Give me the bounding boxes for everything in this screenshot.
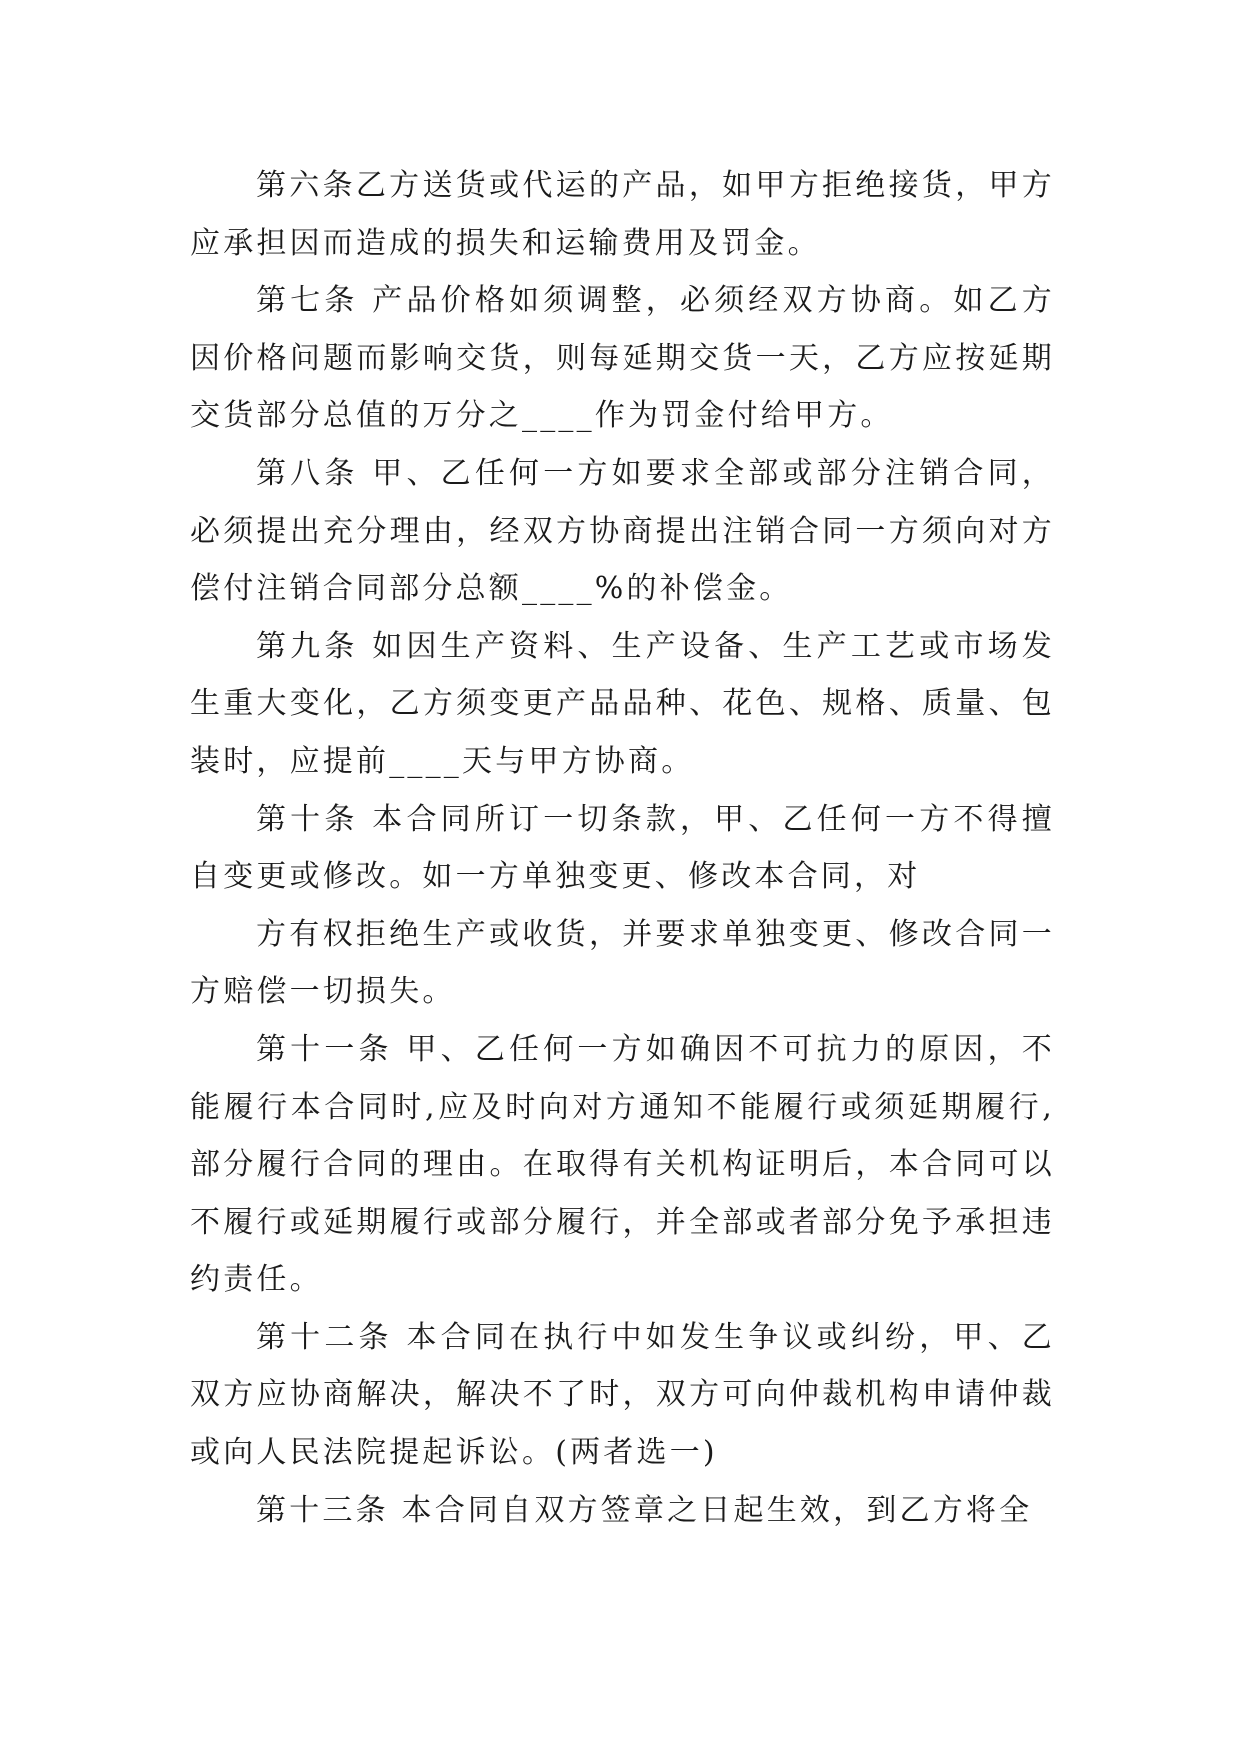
article-9-paragraph: 第九条 如因生产资料、生产设备、生产工艺或市场发生重大变化，乙方须变更产品品种、花色、规格、质量、包装时，应提前____天与甲方协商。 <box>190 628 1055 779</box>
article-6-paragraph: 第六条乙方送货或代运的产品，如甲方拒绝接货，甲方应承担因而造成的损失和运输费用及罚金。 <box>190 168 1055 261</box>
article-7-paragraph: 第七条 产品价格如须调整，必须经双方协商。如乙方因价格问题而影响交货，则每延期交货一天，乙方应按延期交货部分总值的万分之____作为罚金付给甲方。 <box>190 283 1055 434</box>
article-10-continuation-paragraph: 方有权拒绝生产或收货，并要求单独变更、修改合同一方赔偿一切损失。 <box>190 916 1055 1010</box>
document-body <box>190 157 1055 1539</box>
article-12-paragraph: 第十二条 本合同在执行中如发生争议或纠纷，甲、乙双方应协商解决，解决不了时，双方可向仲裁机构申请仲裁或向人民法院提起诉讼。(两者选一) <box>190 1319 1055 1471</box>
article-11-paragraph: 第十一条 甲、乙任何一方如确因不可抗力的原因，不能履行本合同时,应及时向对方通知不能履行或须延期履行,部分履行合同的理由。在取得有关机构证明后，本合同可以不履行或延期履行或部分履行，并全部或者部分免予承担违约责任。 <box>190 1031 1055 1298</box>
article-13-paragraph: 第十三条 本合同自双方签章之日起生效，到乙方将全 <box>256 1492 1033 1528</box>
article-8-paragraph: 第八条 甲、乙任何一方如要求全部或部分注销合同，必须提出充分理由，经双方协商提出注销合同一方须向对方偿付注销合同部分总额____%的补偿金。 <box>190 455 1055 607</box>
article-10-paragraph: 第十条 本合同所订一切条款，甲、乙任何一方不得擅自变更或修改。如一方单独变更、修改本合同，对 <box>190 801 1055 895</box>
